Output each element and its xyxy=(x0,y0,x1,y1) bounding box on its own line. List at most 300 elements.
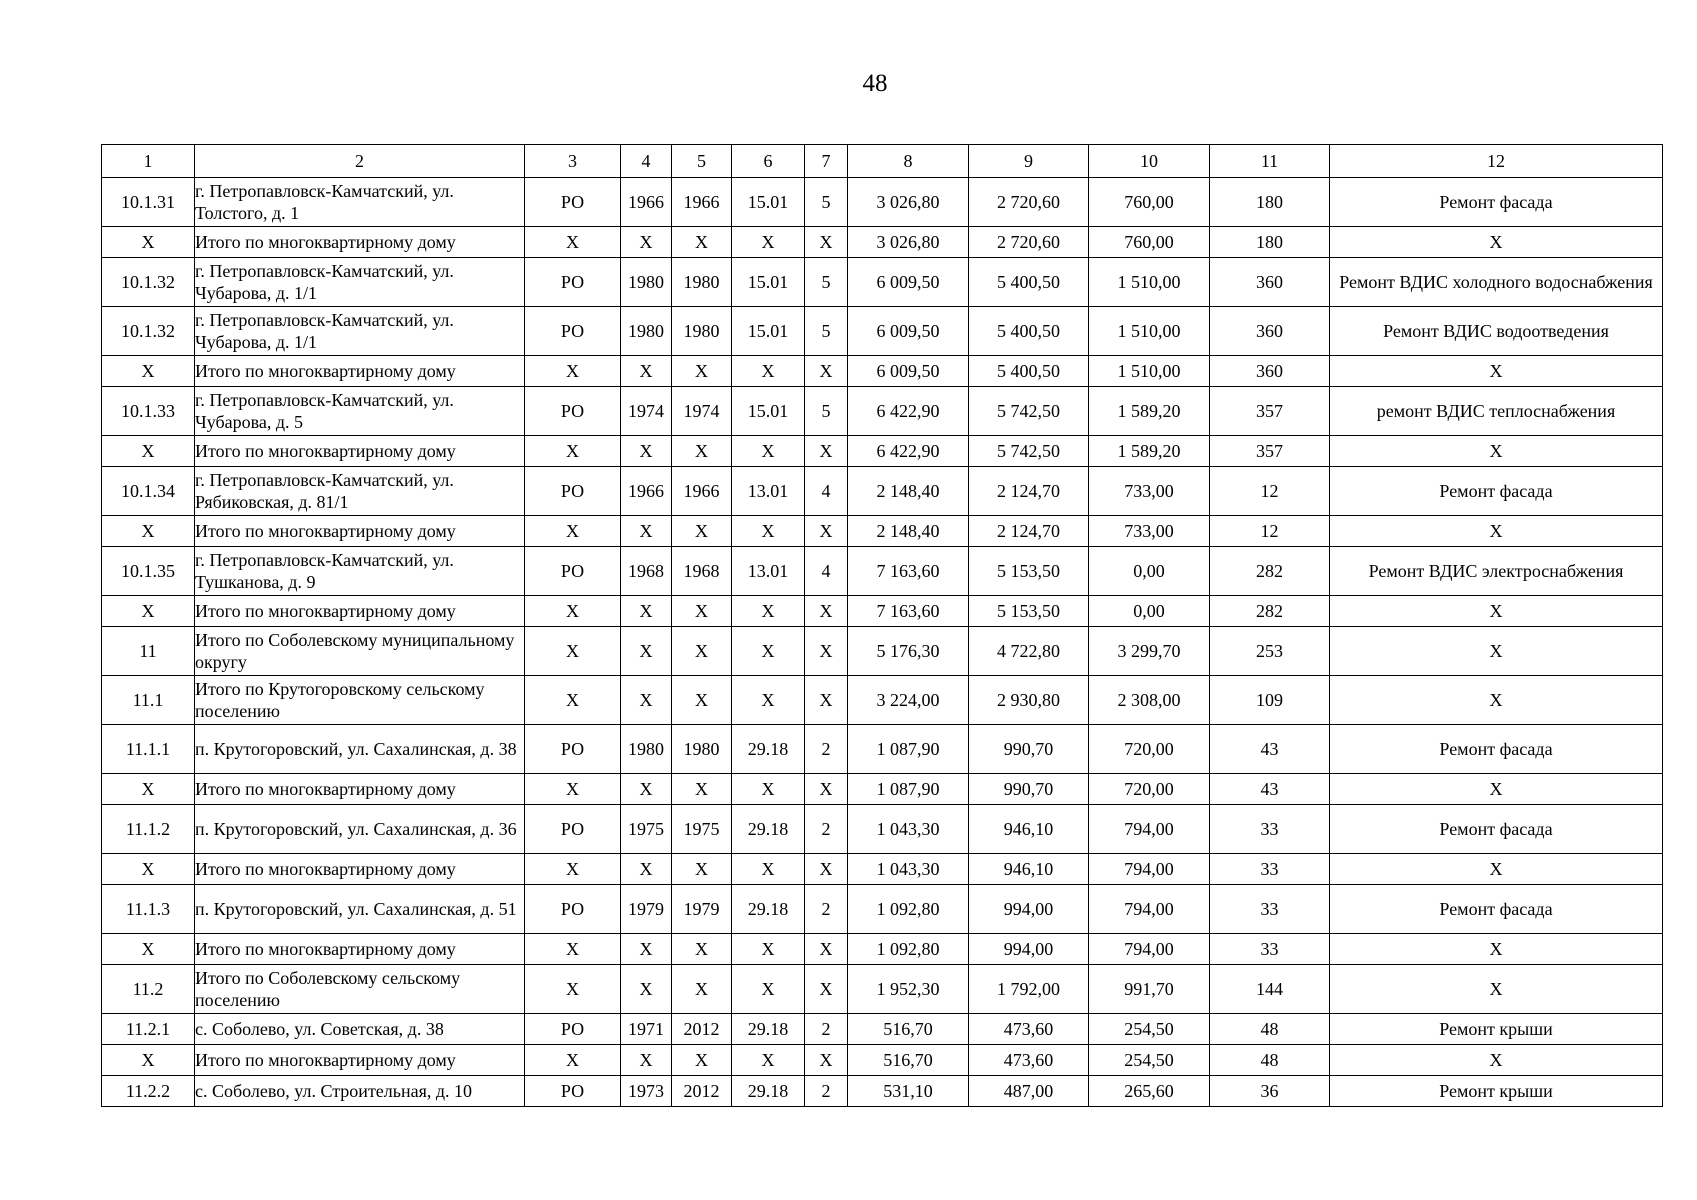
item-number-cell: 10.1.34 xyxy=(102,467,195,516)
residents-cell: 109 xyxy=(1210,676,1330,725)
build-year-cell: X xyxy=(621,356,672,387)
code-cell: X xyxy=(732,596,805,627)
residents-cell: 360 xyxy=(1210,258,1330,307)
residents-cell: 180 xyxy=(1210,178,1330,227)
total-area-cell: 531,10 xyxy=(848,1076,969,1107)
floors-cell: X xyxy=(805,774,848,805)
overhaul-year-cell: X xyxy=(672,934,732,965)
overhaul-year-cell: 1975 xyxy=(672,805,732,854)
total-area-cell: 6 009,50 xyxy=(848,258,969,307)
header-cell: 7 xyxy=(805,145,848,178)
code-cell: X xyxy=(732,356,805,387)
code-cell: 29.18 xyxy=(732,1076,805,1107)
total-area-cell: 7 163,60 xyxy=(848,547,969,596)
address-cell: г. Петропавловск-Камчатский, ул. Рябиковская, д. 81/1 xyxy=(195,467,525,516)
overhaul-year-cell: X xyxy=(672,1045,732,1076)
table-row xyxy=(102,307,1663,356)
build-year-cell: 1968 xyxy=(621,547,672,596)
code-cell: 15.01 xyxy=(732,178,805,227)
work-type-cell: ремонт ВДИС теплоснабжения xyxy=(1330,387,1663,436)
living-area-cell: 5 400,50 xyxy=(969,356,1089,387)
build-year-cell: X xyxy=(621,516,672,547)
area-cell: 1 589,20 xyxy=(1089,387,1210,436)
floors-cell: X xyxy=(805,516,848,547)
living-area-cell: 994,00 xyxy=(969,885,1089,934)
total-area-cell: 6 422,90 xyxy=(848,436,969,467)
code-cell: 15.01 xyxy=(732,307,805,356)
area-cell: 991,70 xyxy=(1089,965,1210,1014)
build-year-cell: X xyxy=(621,676,672,725)
work-type-cell: Ремонт крыши xyxy=(1330,1076,1663,1107)
residents-cell: 33 xyxy=(1210,885,1330,934)
owner-type-cell: РО xyxy=(525,1076,621,1107)
code-cell: X xyxy=(732,227,805,258)
build-year-cell: X xyxy=(621,854,672,885)
overhaul-year-cell: X xyxy=(672,627,732,676)
address-cell: Итого по многоквартирному дому xyxy=(195,1045,525,1076)
residents-cell: 12 xyxy=(1210,516,1330,547)
area-cell: 794,00 xyxy=(1089,854,1210,885)
build-year-cell: 1973 xyxy=(621,1076,672,1107)
total-area-cell: 516,70 xyxy=(848,1014,969,1045)
area-cell: 265,60 xyxy=(1089,1076,1210,1107)
build-year-cell: 1980 xyxy=(621,725,672,774)
total-area-cell: 2 148,40 xyxy=(848,516,969,547)
address-cell: г. Петропавловск-Камчатский, ул. Тушканова, д. 9 xyxy=(195,547,525,596)
residents-cell: 253 xyxy=(1210,627,1330,676)
address-cell: г. Петропавловск-Камчатский, ул. Чубарова, д. 1/1 xyxy=(195,307,525,356)
total-area-cell: 516,70 xyxy=(848,1045,969,1076)
residents-cell: 357 xyxy=(1210,436,1330,467)
overhaul-year-cell: X xyxy=(672,676,732,725)
code-cell: X xyxy=(732,934,805,965)
living-area-cell: 5 153,50 xyxy=(969,547,1089,596)
residents-cell: 12 xyxy=(1210,467,1330,516)
total-area-cell: 6 009,50 xyxy=(848,356,969,387)
floors-cell: X xyxy=(805,627,848,676)
total-area-cell: 3 026,80 xyxy=(848,178,969,227)
code-cell: 15.01 xyxy=(732,387,805,436)
living-area-cell: 487,00 xyxy=(969,1076,1089,1107)
living-area-cell: 5 742,50 xyxy=(969,436,1089,467)
code-cell: X xyxy=(732,627,805,676)
owner-type-cell: РО xyxy=(525,387,621,436)
address-cell: Итого по многоквартирному дому xyxy=(195,596,525,627)
total-area-cell: 1 092,80 xyxy=(848,934,969,965)
living-area-cell: 473,60 xyxy=(969,1045,1089,1076)
table-body xyxy=(102,145,1663,1107)
total-area-cell: 1 087,90 xyxy=(848,725,969,774)
floors-cell: 5 xyxy=(805,178,848,227)
header-cell: 9 xyxy=(969,145,1089,178)
floors-cell: 2 xyxy=(805,885,848,934)
residents-cell: 43 xyxy=(1210,774,1330,805)
build-year-cell: X xyxy=(621,627,672,676)
header-cell: 8 xyxy=(848,145,969,178)
work-type-cell: X xyxy=(1330,854,1663,885)
overhaul-year-cell: X xyxy=(672,854,732,885)
living-area-cell: 946,10 xyxy=(969,805,1089,854)
header-cell: 10 xyxy=(1089,145,1210,178)
work-type-cell: X xyxy=(1330,1045,1663,1076)
work-type-cell: X xyxy=(1330,227,1663,258)
floors-cell: X xyxy=(805,854,848,885)
item-number-cell: X xyxy=(102,227,195,258)
build-year-cell: 1966 xyxy=(621,178,672,227)
area-cell: 1 510,00 xyxy=(1089,356,1210,387)
area-cell: 1 510,00 xyxy=(1089,307,1210,356)
total-area-cell: 3 224,00 xyxy=(848,676,969,725)
address-cell: Итого по Крутогоровскому сельскому поселению xyxy=(195,676,525,725)
living-area-cell: 990,70 xyxy=(969,774,1089,805)
owner-type-cell: X xyxy=(525,627,621,676)
build-year-cell: X xyxy=(621,436,672,467)
build-year-cell: 1975 xyxy=(621,805,672,854)
area-cell: 794,00 xyxy=(1089,805,1210,854)
item-number-cell: 11.2.2 xyxy=(102,1076,195,1107)
address-cell: Итого по Соболевскому муниципальному округу xyxy=(195,627,525,676)
overhaul-year-cell: 1979 xyxy=(672,885,732,934)
floors-cell: 4 xyxy=(805,547,848,596)
area-cell: 0,00 xyxy=(1089,596,1210,627)
owner-type-cell: РО xyxy=(525,178,621,227)
build-year-cell: 1979 xyxy=(621,885,672,934)
total-area-cell: 3 026,80 xyxy=(848,227,969,258)
header-cell: 12 xyxy=(1330,145,1663,178)
total-area-cell: 1 043,30 xyxy=(848,805,969,854)
work-type-cell: Ремонт ВДИС холодного водоснабжения xyxy=(1330,258,1663,307)
build-year-cell: X xyxy=(621,934,672,965)
owner-type-cell: X xyxy=(525,774,621,805)
overhaul-year-cell: 1968 xyxy=(672,547,732,596)
code-cell: X xyxy=(732,676,805,725)
area-cell: 720,00 xyxy=(1089,774,1210,805)
total-area-cell: 5 176,30 xyxy=(848,627,969,676)
column-number-header-row xyxy=(102,145,1663,178)
owner-type-cell: X xyxy=(525,436,621,467)
code-cell: 13.01 xyxy=(732,467,805,516)
address-cell: п. Крутогоровский, ул. Сахалинская, д. 36 xyxy=(195,805,525,854)
code-cell: X xyxy=(732,436,805,467)
build-year-cell: X xyxy=(621,596,672,627)
work-type-cell: X xyxy=(1330,596,1663,627)
work-type-cell: X xyxy=(1330,774,1663,805)
living-area-cell: 946,10 xyxy=(969,854,1089,885)
residents-cell: 282 xyxy=(1210,596,1330,627)
floors-cell: X xyxy=(805,436,848,467)
table-row xyxy=(102,774,1663,805)
residents-cell: 33 xyxy=(1210,805,1330,854)
header-cell: 2 xyxy=(195,145,525,178)
code-cell: 15.01 xyxy=(732,258,805,307)
living-area-cell: 4 722,80 xyxy=(969,627,1089,676)
work-type-cell: Ремонт фасада xyxy=(1330,725,1663,774)
address-cell: с. Соболево, ул. Советская, д. 38 xyxy=(195,1014,525,1045)
residents-cell: 360 xyxy=(1210,356,1330,387)
table-row xyxy=(102,854,1663,885)
table-row xyxy=(102,805,1663,854)
floors-cell: X xyxy=(805,1045,848,1076)
total-area-cell: 1 043,30 xyxy=(848,854,969,885)
overhaul-year-cell: 2012 xyxy=(672,1014,732,1045)
table-row xyxy=(102,725,1663,774)
living-area-cell: 5 742,50 xyxy=(969,387,1089,436)
address-cell: г. Петропавловск-Камчатский, ул. Толстого, д. 1 xyxy=(195,178,525,227)
code-cell: X xyxy=(732,1045,805,1076)
residents-cell: 48 xyxy=(1210,1014,1330,1045)
build-year-cell: X xyxy=(621,965,672,1014)
area-cell: 254,50 xyxy=(1089,1014,1210,1045)
header-cell: 3 xyxy=(525,145,621,178)
table-row xyxy=(102,467,1663,516)
page-number: 48 xyxy=(862,70,888,97)
address-cell: Итого по многоквартирному дому xyxy=(195,774,525,805)
header-cell: 11 xyxy=(1210,145,1330,178)
address-cell: Итого по многоквартирному дому xyxy=(195,227,525,258)
work-type-cell: X xyxy=(1330,627,1663,676)
owner-type-cell: X xyxy=(525,676,621,725)
total-area-cell: 1 092,80 xyxy=(848,885,969,934)
build-year-cell: 1971 xyxy=(621,1014,672,1045)
overhaul-year-cell: X xyxy=(672,596,732,627)
area-cell: 1 589,20 xyxy=(1089,436,1210,467)
floors-cell: 5 xyxy=(805,307,848,356)
floors-cell: 5 xyxy=(805,258,848,307)
work-type-cell: Ремонт фасада xyxy=(1330,467,1663,516)
item-number-cell: 10.1.32 xyxy=(102,258,195,307)
header-cell: 5 xyxy=(672,145,732,178)
living-area-cell: 2 124,70 xyxy=(969,516,1089,547)
owner-type-cell: РО xyxy=(525,805,621,854)
item-number-cell: X xyxy=(102,934,195,965)
floors-cell: X xyxy=(805,676,848,725)
code-cell: X xyxy=(732,774,805,805)
address-cell: Итого по многоквартирному дому xyxy=(195,854,525,885)
total-area-cell: 2 148,40 xyxy=(848,467,969,516)
item-number-cell: X xyxy=(102,356,195,387)
item-number-cell: 11.1.1 xyxy=(102,725,195,774)
work-type-cell: Ремонт фасада xyxy=(1330,805,1663,854)
address-cell: г. Петропавловск-Камчатский, ул. Чубарова, д. 5 xyxy=(195,387,525,436)
address-cell: Итого по Соболевскому сельскому поселению xyxy=(195,965,525,1014)
table-row xyxy=(102,934,1663,965)
owner-type-cell: X xyxy=(525,1045,621,1076)
item-number-cell: X xyxy=(102,774,195,805)
header-cell: 4 xyxy=(621,145,672,178)
floors-cell: 5 xyxy=(805,387,848,436)
item-number-cell: 11.2.1 xyxy=(102,1014,195,1045)
item-number-cell: X xyxy=(102,436,195,467)
owner-type-cell: X xyxy=(525,356,621,387)
floors-cell: 2 xyxy=(805,1014,848,1045)
item-number-cell: 10.1.35 xyxy=(102,547,195,596)
table-row xyxy=(102,1076,1663,1107)
overhaul-year-cell: 1980 xyxy=(672,258,732,307)
living-area-cell: 473,60 xyxy=(969,1014,1089,1045)
floors-cell: X xyxy=(805,965,848,1014)
work-type-cell: Ремонт крыши xyxy=(1330,1014,1663,1045)
work-type-cell: X xyxy=(1330,356,1663,387)
area-cell: 760,00 xyxy=(1089,178,1210,227)
owner-type-cell: РО xyxy=(525,258,621,307)
area-cell: 794,00 xyxy=(1089,934,1210,965)
overhaul-year-cell: 1966 xyxy=(672,178,732,227)
overhaul-year-cell: X xyxy=(672,774,732,805)
area-cell: 2 308,00 xyxy=(1089,676,1210,725)
header-cell: 6 xyxy=(732,145,805,178)
code-cell: 13.01 xyxy=(732,547,805,596)
item-number-cell: 10.1.32 xyxy=(102,307,195,356)
area-cell: 720,00 xyxy=(1089,725,1210,774)
owner-type-cell: РО xyxy=(525,1014,621,1045)
residents-cell: 144 xyxy=(1210,965,1330,1014)
residents-cell: 180 xyxy=(1210,227,1330,258)
code-cell: 29.18 xyxy=(732,805,805,854)
floors-cell: 2 xyxy=(805,805,848,854)
floors-cell: X xyxy=(805,227,848,258)
area-cell: 794,00 xyxy=(1089,885,1210,934)
area-cell: 3 299,70 xyxy=(1089,627,1210,676)
total-area-cell: 7 163,60 xyxy=(848,596,969,627)
item-number-cell: 11.1 xyxy=(102,676,195,725)
overhaul-year-cell: 2012 xyxy=(672,1076,732,1107)
area-cell: 1 510,00 xyxy=(1089,258,1210,307)
address-cell: Итого по многоквартирному дому xyxy=(195,356,525,387)
total-area-cell: 1 087,90 xyxy=(848,774,969,805)
work-type-cell: Ремонт ВДИС электроснабжения xyxy=(1330,547,1663,596)
work-type-cell: Ремонт ВДИС водоотведения xyxy=(1330,307,1663,356)
build-year-cell: X xyxy=(621,227,672,258)
table-row xyxy=(102,627,1663,676)
address-cell: с. Соболево, ул. Строительная, д. 10 xyxy=(195,1076,525,1107)
address-cell: Итого по многоквартирному дому xyxy=(195,516,525,547)
overhaul-year-cell: X xyxy=(672,965,732,1014)
table-row xyxy=(102,516,1663,547)
floors-cell: 2 xyxy=(805,725,848,774)
item-number-cell: X xyxy=(102,854,195,885)
owner-type-cell: РО xyxy=(525,547,621,596)
residents-cell: 357 xyxy=(1210,387,1330,436)
owner-type-cell: X xyxy=(525,934,621,965)
total-area-cell: 6 009,50 xyxy=(848,307,969,356)
work-type-cell: X xyxy=(1330,676,1663,725)
item-number-cell: 11 xyxy=(102,627,195,676)
table-row xyxy=(102,227,1663,258)
header-cell: 1 xyxy=(102,145,195,178)
owner-type-cell: X xyxy=(525,596,621,627)
area-cell: 0,00 xyxy=(1089,547,1210,596)
residents-cell: 33 xyxy=(1210,934,1330,965)
living-area-cell: 2 124,70 xyxy=(969,467,1089,516)
living-area-cell: 990,70 xyxy=(969,725,1089,774)
table-row xyxy=(102,387,1663,436)
residents-cell: 33 xyxy=(1210,854,1330,885)
item-number-cell: X xyxy=(102,1045,195,1076)
owner-type-cell: X xyxy=(525,854,621,885)
residents-cell: 48 xyxy=(1210,1045,1330,1076)
code-cell: X xyxy=(732,516,805,547)
owner-type-cell: РО xyxy=(525,725,621,774)
overhaul-year-cell: 1980 xyxy=(672,725,732,774)
table-row xyxy=(102,1014,1663,1045)
overhaul-year-cell: X xyxy=(672,436,732,467)
overhaul-year-cell: 1966 xyxy=(672,467,732,516)
table-row xyxy=(102,356,1663,387)
work-type-cell: Ремонт фасада xyxy=(1330,885,1663,934)
owner-type-cell: РО xyxy=(525,307,621,356)
code-cell: 29.18 xyxy=(732,1014,805,1045)
living-area-cell: 5 400,50 xyxy=(969,258,1089,307)
table-row xyxy=(102,547,1663,596)
table-row xyxy=(102,436,1663,467)
table-row xyxy=(102,965,1663,1014)
living-area-cell: 5 400,50 xyxy=(969,307,1089,356)
area-cell: 733,00 xyxy=(1089,467,1210,516)
table-row xyxy=(102,178,1663,227)
item-number-cell: 10.1.33 xyxy=(102,387,195,436)
work-type-cell: Ремонт фасада xyxy=(1330,178,1663,227)
residents-cell: 43 xyxy=(1210,725,1330,774)
work-type-cell: X xyxy=(1330,965,1663,1014)
table-row xyxy=(102,258,1663,307)
living-area-cell: 1 792,00 xyxy=(969,965,1089,1014)
floors-cell: X xyxy=(805,356,848,387)
living-area-cell: 5 153,50 xyxy=(969,596,1089,627)
code-cell: 29.18 xyxy=(732,885,805,934)
item-number-cell: 11.1.3 xyxy=(102,885,195,934)
area-cell: 760,00 xyxy=(1089,227,1210,258)
code-cell: X xyxy=(732,965,805,1014)
owner-type-cell: РО xyxy=(525,885,621,934)
residents-cell: 282 xyxy=(1210,547,1330,596)
work-type-cell: X xyxy=(1330,436,1663,467)
residents-cell: 36 xyxy=(1210,1076,1330,1107)
floors-cell: 4 xyxy=(805,467,848,516)
build-year-cell: 1980 xyxy=(621,258,672,307)
overhaul-year-cell: X xyxy=(672,516,732,547)
overhaul-year-cell: X xyxy=(672,227,732,258)
address-cell: п. Крутогоровский, ул. Сахалинская, д. 51 xyxy=(195,885,525,934)
overhaul-year-cell: 1980 xyxy=(672,307,732,356)
living-area-cell: 2 720,60 xyxy=(969,178,1089,227)
build-year-cell: X xyxy=(621,774,672,805)
address-cell: Итого по многоквартирному дому xyxy=(195,934,525,965)
floors-cell: 2 xyxy=(805,1076,848,1107)
living-area-cell: 2 720,60 xyxy=(969,227,1089,258)
build-year-cell: 1974 xyxy=(621,387,672,436)
address-cell: г. Петропавловск-Камчатский, ул. Чубарова, д. 1/1 xyxy=(195,258,525,307)
item-number-cell: 11.1.2 xyxy=(102,805,195,854)
overhaul-year-cell: 1974 xyxy=(672,387,732,436)
item-number-cell: X xyxy=(102,516,195,547)
owner-type-cell: X xyxy=(525,965,621,1014)
work-type-cell: X xyxy=(1330,516,1663,547)
total-area-cell: 6 422,90 xyxy=(848,387,969,436)
table-row xyxy=(102,596,1663,627)
living-area-cell: 994,00 xyxy=(969,934,1089,965)
code-cell: 29.18 xyxy=(732,725,805,774)
table-row xyxy=(102,1045,1663,1076)
table-row xyxy=(102,676,1663,725)
residents-cell: 360 xyxy=(1210,307,1330,356)
living-area-cell: 2 930,80 xyxy=(969,676,1089,725)
area-cell: 254,50 xyxy=(1089,1045,1210,1076)
code-cell: X xyxy=(732,854,805,885)
address-cell: п. Крутогоровский, ул. Сахалинская, д. 38 xyxy=(195,725,525,774)
build-year-cell: 1966 xyxy=(621,467,672,516)
item-number-cell: 11.2 xyxy=(102,965,195,1014)
floors-cell: X xyxy=(805,934,848,965)
